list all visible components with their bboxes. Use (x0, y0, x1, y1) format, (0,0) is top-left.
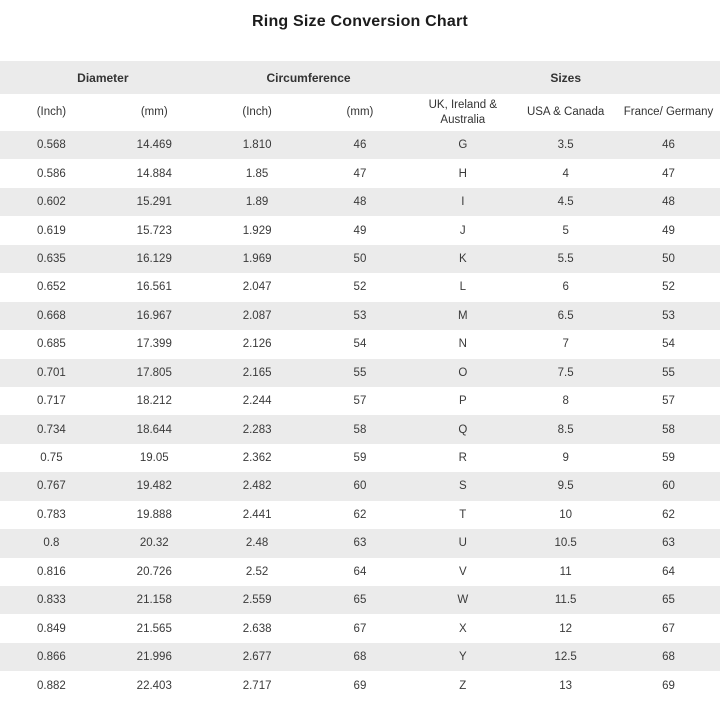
table-cell: 8.5 (514, 415, 617, 443)
table-cell: 15.723 (103, 216, 206, 244)
table-row (0, 501, 720, 529)
column-header-diameter-inch: (Inch) (0, 94, 103, 131)
table-cell: 18.212 (103, 387, 206, 415)
table-cell: 14.469 (103, 131, 206, 159)
table-cell: 0.635 (0, 245, 103, 273)
page-title: Ring Size Conversion Chart (252, 13, 468, 30)
table-cell: 67 (309, 614, 412, 642)
table-row (0, 131, 720, 159)
table-cell: 0.652 (0, 273, 103, 301)
table-cell: 0.75 (0, 444, 103, 472)
table-cell: 69 (617, 671, 720, 699)
table-cell: S (411, 472, 514, 500)
table-cell: 54 (617, 330, 720, 358)
table-cell: 2.047 (206, 273, 309, 301)
table-cell: 0.8 (0, 529, 103, 557)
table-cell: Y (411, 643, 514, 671)
table-cell: 0.568 (0, 131, 103, 159)
table-cell: 15.291 (103, 188, 206, 216)
table-row (0, 415, 720, 443)
table-cell: 63 (309, 529, 412, 557)
table-cell: 2.482 (206, 472, 309, 500)
table-cell: 2.52 (206, 558, 309, 586)
table-cell: 67 (617, 614, 720, 642)
table-cell: 68 (309, 643, 412, 671)
table-cell: 49 (617, 216, 720, 244)
table-cell: 20.32 (103, 529, 206, 557)
table-cell: 0.866 (0, 643, 103, 671)
table-cell: V (411, 558, 514, 586)
table-row (0, 387, 720, 415)
table-cell: Z (411, 671, 514, 699)
table-cell: 52 (617, 273, 720, 301)
table-cell: 2.087 (206, 302, 309, 330)
table-cell: 2.283 (206, 415, 309, 443)
table-cell: N (411, 330, 514, 358)
group-header-circumference: Circumference (206, 61, 412, 94)
group-header-row (0, 61, 720, 94)
table-cell: 57 (617, 387, 720, 415)
table-cell: 18.644 (103, 415, 206, 443)
table-row (0, 216, 720, 244)
table-cell: 47 (309, 159, 412, 187)
table-cell: 65 (617, 586, 720, 614)
table-cell: 1.89 (206, 188, 309, 216)
table-cell: 2.362 (206, 444, 309, 472)
column-header-circumference-inch: (Inch) (206, 94, 309, 131)
column-header-usa-canada: USA & Canada (514, 94, 617, 131)
table-cell: 13 (514, 671, 617, 699)
column-header-circumference-mm: (mm) (309, 94, 412, 131)
table-cell: 2.717 (206, 671, 309, 699)
table-cell: 6 (514, 273, 617, 301)
table-cell: 54 (309, 330, 412, 358)
group-header-diameter: Diameter (0, 61, 206, 94)
table-cell: 46 (309, 131, 412, 159)
table-cell: P (411, 387, 514, 415)
table-cell: 1.85 (206, 159, 309, 187)
table-row (0, 614, 720, 642)
table-cell: 49 (309, 216, 412, 244)
table-cell: K (411, 245, 514, 273)
table-cell: 2.559 (206, 586, 309, 614)
table-row (0, 359, 720, 387)
table-cell: 16.561 (103, 273, 206, 301)
table-cell: 64 (617, 558, 720, 586)
column-header-row (0, 94, 720, 131)
table-cell: 58 (617, 415, 720, 443)
table-cell: 2.677 (206, 643, 309, 671)
group-header-sizes: Sizes (411, 61, 720, 94)
table-row (0, 159, 720, 187)
column-header-france-germany: France/ Germany (617, 94, 720, 131)
table-cell: 58 (309, 415, 412, 443)
table-cell: 4 (514, 159, 617, 187)
table-row (0, 671, 720, 699)
table-cell: 3.5 (514, 131, 617, 159)
table-cell: 68 (617, 643, 720, 671)
table-cell: 10.5 (514, 529, 617, 557)
table-cell: Q (411, 415, 514, 443)
table-row (0, 330, 720, 358)
column-header-uk-ireland-australia: UK, Ireland & Australia (411, 94, 514, 131)
table-cell: 0.668 (0, 302, 103, 330)
table-row (0, 273, 720, 301)
table-cell: 0.783 (0, 501, 103, 529)
table-cell: 20.726 (103, 558, 206, 586)
table-cell: 17.399 (103, 330, 206, 358)
table-cell: 19.482 (103, 472, 206, 500)
table-cell: J (411, 216, 514, 244)
table-cell: 0.717 (0, 387, 103, 415)
table-cell: X (411, 614, 514, 642)
table-cell: 57 (309, 387, 412, 415)
table-cell: 21.996 (103, 643, 206, 671)
table-cell: 16.129 (103, 245, 206, 273)
table-cell: 63 (617, 529, 720, 557)
table-row (0, 558, 720, 586)
table-cell: 6.5 (514, 302, 617, 330)
table-cell: W (411, 586, 514, 614)
table-row (0, 529, 720, 557)
table-cell: R (411, 444, 514, 472)
table-cell: H (411, 159, 514, 187)
table-cell: 5 (514, 216, 617, 244)
table-cell: 52 (309, 273, 412, 301)
table-cell: 0.816 (0, 558, 103, 586)
table-cell: 8 (514, 387, 617, 415)
table-cell: 60 (617, 472, 720, 500)
table-cell: 2.126 (206, 330, 309, 358)
table-cell: 53 (617, 302, 720, 330)
table-cell: 1.969 (206, 245, 309, 273)
table-cell: 11.5 (514, 586, 617, 614)
column-header-diameter-mm: (mm) (103, 94, 206, 131)
table-cell: 2.638 (206, 614, 309, 642)
table-cell: 5.5 (514, 245, 617, 273)
table-cell: 19.05 (103, 444, 206, 472)
table-row (0, 444, 720, 472)
ring-size-conversion-table (0, 61, 720, 700)
table-cell: 55 (617, 359, 720, 387)
table-cell: 62 (309, 501, 412, 529)
table-cell: 0.849 (0, 614, 103, 642)
table-cell: 14.884 (103, 159, 206, 187)
table-row (0, 245, 720, 273)
table-cell: 11 (514, 558, 617, 586)
table-cell: 9.5 (514, 472, 617, 500)
table-cell: 7.5 (514, 359, 617, 387)
table-cell: T (411, 501, 514, 529)
table-cell: 2.48 (206, 529, 309, 557)
table-cell: 48 (617, 188, 720, 216)
table-cell: 0.734 (0, 415, 103, 443)
table-cell: 21.158 (103, 586, 206, 614)
table-cell: 53 (309, 302, 412, 330)
table-cell: G (411, 131, 514, 159)
table-cell: 0.619 (0, 216, 103, 244)
table-cell: O (411, 359, 514, 387)
table-cell: 69 (309, 671, 412, 699)
table-cell: 46 (617, 131, 720, 159)
table-cell: 21.565 (103, 614, 206, 642)
table-cell: 0.685 (0, 330, 103, 358)
table-cell: 10 (514, 501, 617, 529)
table-cell: I (411, 188, 514, 216)
table-cell: 0.701 (0, 359, 103, 387)
table-cell: 64 (309, 558, 412, 586)
table-cell: 9 (514, 444, 617, 472)
table-cell: 65 (309, 586, 412, 614)
table-cell: 7 (514, 330, 617, 358)
table-cell: 4.5 (514, 188, 617, 216)
table-cell: L (411, 273, 514, 301)
table-cell: 47 (617, 159, 720, 187)
table-row (0, 643, 720, 671)
table-cell: 2.165 (206, 359, 309, 387)
table-cell: 19.888 (103, 501, 206, 529)
table-cell: 1.929 (206, 216, 309, 244)
table-row (0, 586, 720, 614)
table-cell: 0.767 (0, 472, 103, 500)
table-cell: 0.586 (0, 159, 103, 187)
table-cell: 1.810 (206, 131, 309, 159)
table-row (0, 472, 720, 500)
table-cell: 59 (309, 444, 412, 472)
table-cell: 55 (309, 359, 412, 387)
table-cell: 2.441 (206, 501, 309, 529)
table-body (0, 131, 720, 700)
table-cell: 59 (617, 444, 720, 472)
table-row (0, 188, 720, 216)
table-cell: U (411, 529, 514, 557)
table-cell: 0.833 (0, 586, 103, 614)
table-cell: 22.403 (103, 671, 206, 699)
table-cell: 50 (617, 245, 720, 273)
table-cell: 12.5 (514, 643, 617, 671)
table-head (0, 61, 720, 131)
table-cell: 2.244 (206, 387, 309, 415)
table-row (0, 302, 720, 330)
table-cell: M (411, 302, 514, 330)
table-cell: 62 (617, 501, 720, 529)
table-cell: 0.882 (0, 671, 103, 699)
table-cell: 0.602 (0, 188, 103, 216)
table-cell: 17.805 (103, 359, 206, 387)
table-cell: 48 (309, 188, 412, 216)
table-cell: 60 (309, 472, 412, 500)
table-cell: 12 (514, 614, 617, 642)
table-cell: 50 (309, 245, 412, 273)
table-cell: 16.967 (103, 302, 206, 330)
